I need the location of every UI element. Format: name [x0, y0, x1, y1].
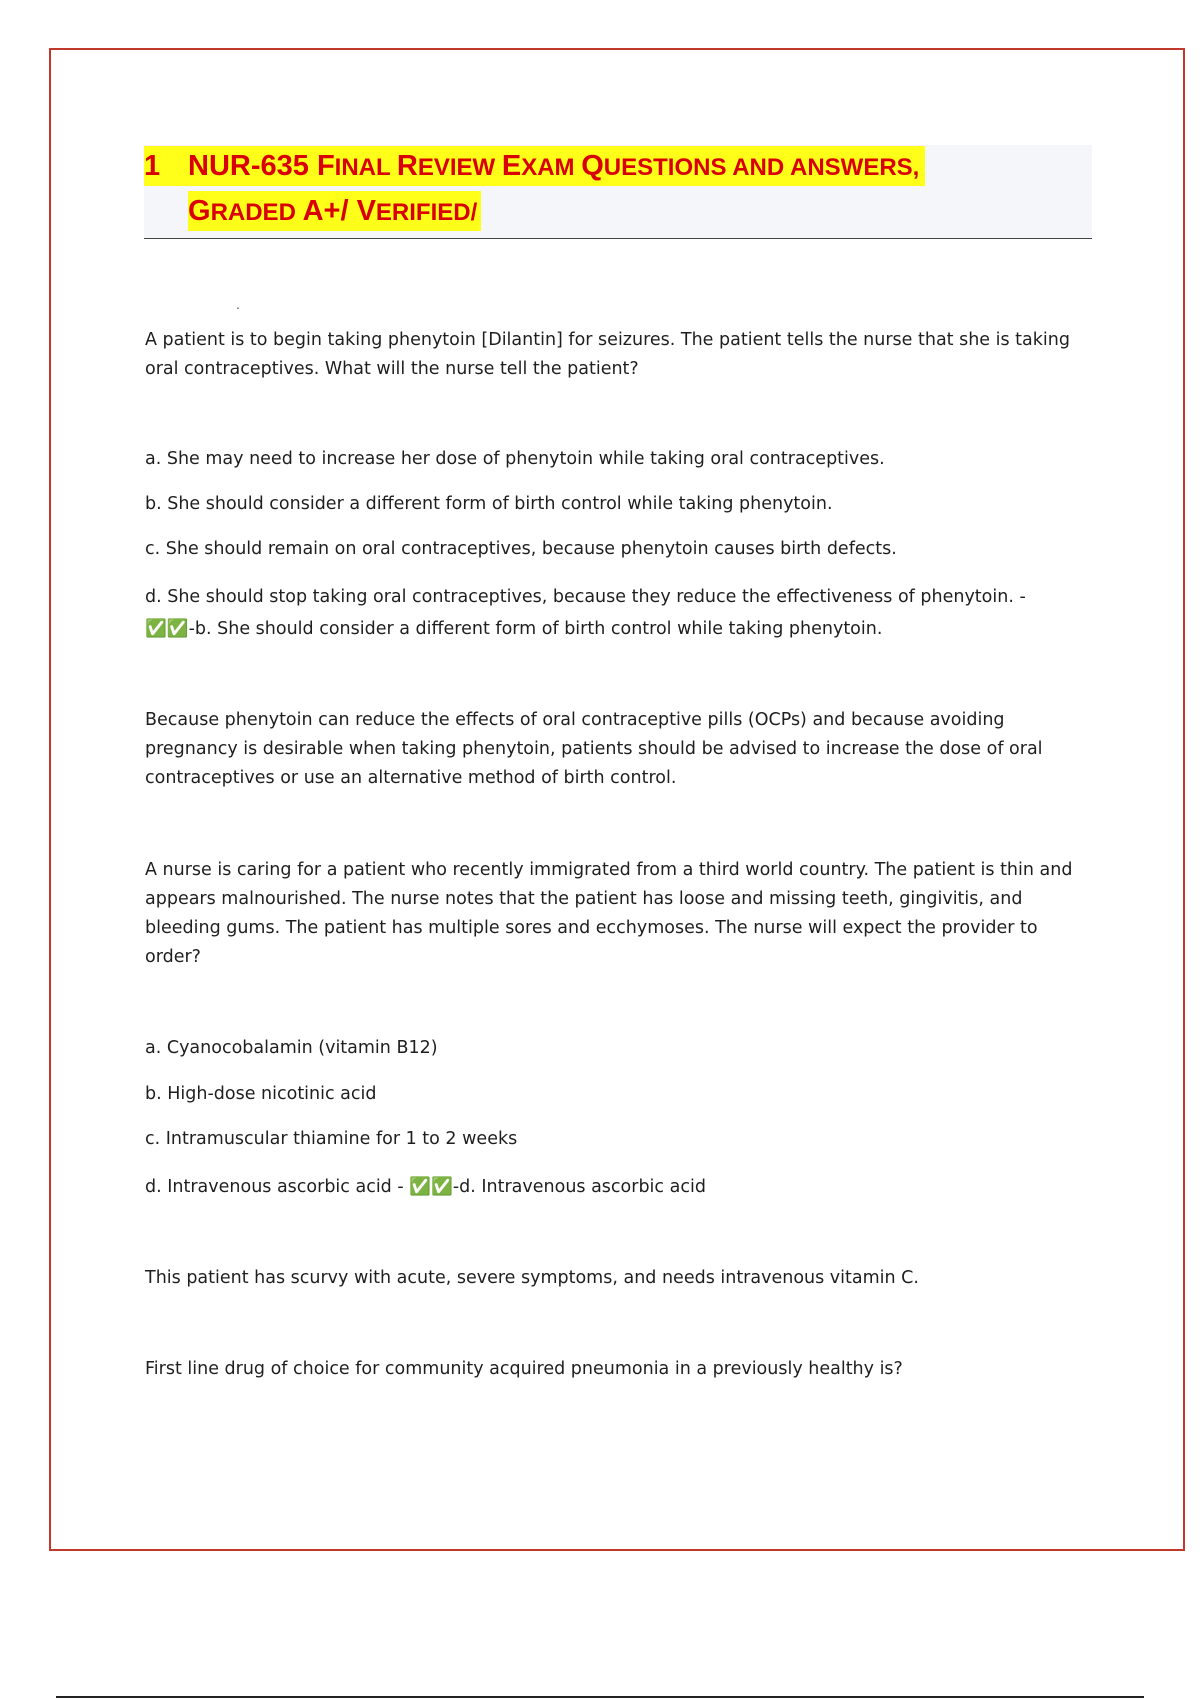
question-2-rationale: This patient has scurvy with acute, severe symptoms, and needs intravenous vitamin C.: [145, 1268, 919, 1288]
question-2-stem: A nurse is caring for a patient who recently immigrated from a third world country. The patient is thin and appears malnourished. The nurse notes that the patient has loose and missing teeth, gingivitis, and bleeding gums. The patient has multiple sores and ecchymoses. The nurse will expect the provider to order?: [145, 860, 1073, 967]
question-1-stem: A patient is to begin taking phenytoin [Dilantin] for seizures. The patient tells the nurse that she is taking oral contraceptives. What will the nurse tell the patient?: [145, 330, 1070, 379]
question-1-answer: ✅✅-b. She should consider a different form of birth control while taking phenytoin.: [145, 619, 883, 639]
title-text: Q: [581, 150, 604, 182]
footer-divider: [56, 1696, 1144, 1698]
title-text: R: [396, 150, 418, 182]
stray-mark: .: [236, 296, 240, 312]
question-2-option-d-with-answer: d. Intravenous ascorbic acid - ✅✅-d. Intravenous ascorbic acid: [145, 1177, 706, 1197]
title-text: XAM: [521, 154, 582, 181]
question-2-option-c: c. Intramuscular thiamine for 1 to 2 weeks: [145, 1129, 518, 1149]
title-text: V: [356, 195, 376, 227]
heading-number: 1: [144, 150, 161, 182]
title-grade: A+/: [302, 195, 357, 227]
title-text: RADED: [210, 199, 303, 226]
question-2-option-a: a. Cyanocobalamin (vitamin B12): [145, 1038, 438, 1058]
question-1-option-a: a. She may need to increase her dose of phenytoin while taking oral contraceptives.: [145, 449, 885, 469]
page-border: [49, 48, 1185, 1551]
question-1-option-b: b. She should consider a different form of birth control while taking phenytoin.: [145, 494, 833, 514]
question-2-option-b: b. High-dose nicotinic acid: [145, 1084, 377, 1104]
title-text: G: [188, 195, 211, 227]
question-3-stem: First line drug of choice for community acquired pneumonia in a previously healthy is?: [145, 1359, 903, 1379]
title-text: E: [501, 150, 522, 182]
title-text: ERIFIED/: [375, 199, 478, 226]
question-1-rationale: Because phenytoin can reduce the effects of oral contraceptive pills (OCPs) and because avoiding pregnancy is desirable when taking phenytoin, patients should be advised to increase the dose of oral contraceptives or use an alternative method of birth control.: [145, 710, 1043, 788]
document-title-line-2: [188, 191, 481, 231]
title-text: EVIEW: [417, 154, 502, 181]
title-text: F: [316, 150, 335, 182]
title-text: INAL: [334, 154, 397, 181]
title-code: NUR-635: [188, 150, 317, 182]
document-title-line-1: [144, 146, 925, 186]
title-text: UESTIONS AND ANSWERS,: [603, 154, 920, 181]
question-1-option-d: d. She should stop taking oral contraceptives, because they reduce the effectiveness of phenytoin. -: [145, 587, 1026, 607]
question-1-option-c: c. She should remain on oral contraceptives, because phenytoin causes birth defects.: [145, 539, 897, 559]
